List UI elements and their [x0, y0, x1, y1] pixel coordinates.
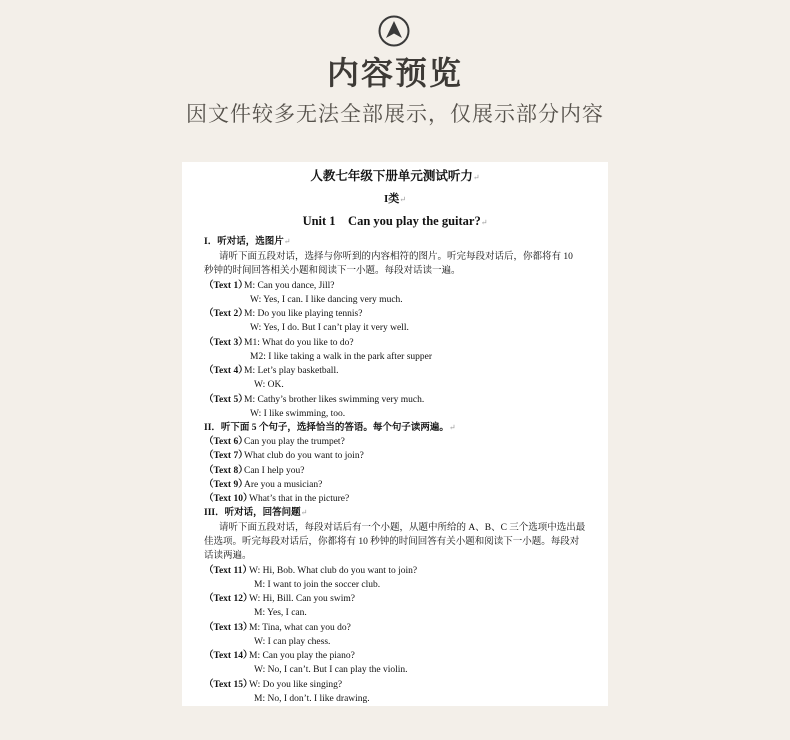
page-subtitle: 因文件较多无法全部展示，仅展示部分内容: [186, 102, 604, 126]
dialogue-line: （Text 13）M: Tina, what can you do?: [204, 623, 351, 633]
dialogue-line: （Text 2）M: Do you like playing tennis?: [204, 309, 363, 319]
section-instruction: 佳选项。听完每段对话后，你都将有 10 秒钟的时间回答有关小题和阅读下一小题。每段对: [204, 537, 580, 547]
dialogue-line: W: Yes, I do. But I can’t play it very well.: [250, 323, 409, 333]
section-heading: I．听对话，选图片↵: [204, 237, 291, 247]
question-line: （Text 9）Are you a musician?: [204, 480, 323, 490]
dialogue-line: W: I can play chess.: [254, 637, 331, 647]
dialogue-line: （Text 15）W: Do you like singing?: [204, 680, 343, 690]
section-heading: II．听下面 5 个句子，选择恰当的答语。每个句子读两遍。↵: [204, 423, 456, 433]
question-line: （Text 10）What’s that in the picture?: [204, 494, 350, 504]
document-unit-title: Unit 1 Can you play the guitar?↵: [302, 214, 488, 228]
preview-header: [0, 0, 790, 150]
dialogue-line: （Text 1）M: Can you dance, Jill?: [204, 281, 335, 291]
dialogue-line: M: No, I don’t. I like drawing.: [254, 694, 370, 704]
dialogue-line: W: OK.: [254, 380, 284, 390]
section-instruction: 秒钟的时间回答相关小题和阅读下一小题。每段对话读一遍。: [204, 266, 461, 276]
dialogue-line: M2: I like taking a walk in the park after supper: [250, 352, 433, 362]
page-title: 内容预览: [326, 54, 463, 92]
question-line: （Text 6）Can you play the trumpet?: [204, 437, 345, 447]
dialogue-line: M: Yes, I can.: [254, 608, 307, 618]
dialogue-line: （Text 3）M1: What do you like to do?: [204, 338, 354, 348]
question-line: （Text 8）Can I help you?: [204, 466, 305, 476]
navigation-arrow-icon: [378, 15, 410, 47]
section-heading: III．听对话，回答问题↵: [204, 508, 308, 518]
document-preview: [182, 162, 608, 706]
document-class-label: I类↵: [384, 193, 406, 205]
dialogue-line: （Text 5）M: Cathy’s brother likes swimming very much.: [204, 395, 425, 405]
dialogue-line: W: I like swimming, too.: [250, 409, 346, 419]
section-instruction: 请听下面五段对话，每段对话后有一个小题，从题中所给的 A、B、C 三个选项中选出最: [219, 523, 586, 533]
dialogue-line: W: Yes, I can. I like dancing very much.: [250, 295, 403, 305]
question-line: （Text 7）What club do you want to join?: [204, 451, 364, 461]
dialogue-line: W: No, I can’t. But I can play the violin.: [254, 665, 408, 675]
document-title: 人教七年级下册单元测试听力↵: [310, 169, 480, 183]
section-instruction: 话读两遍。: [204, 551, 252, 561]
dialogue-line: M: I want to join the soccer club.: [254, 580, 381, 590]
dialogue-line: （Text 12）W: Hi, Bill. Can you swim?: [204, 594, 355, 604]
section-instruction: 请听下面五段对话，选择与你听到的内容相符的图片。听完每段对话后，你都将有 10: [219, 252, 573, 262]
dialogue-line: （Text 4）M: Let’s play basketball.: [204, 366, 339, 376]
dialogue-line: （Text 11）W: Hi, Bob. What club do you want to join?: [204, 566, 418, 576]
dialogue-line: （Text 14）M: Can you play the piano?: [204, 651, 355, 661]
